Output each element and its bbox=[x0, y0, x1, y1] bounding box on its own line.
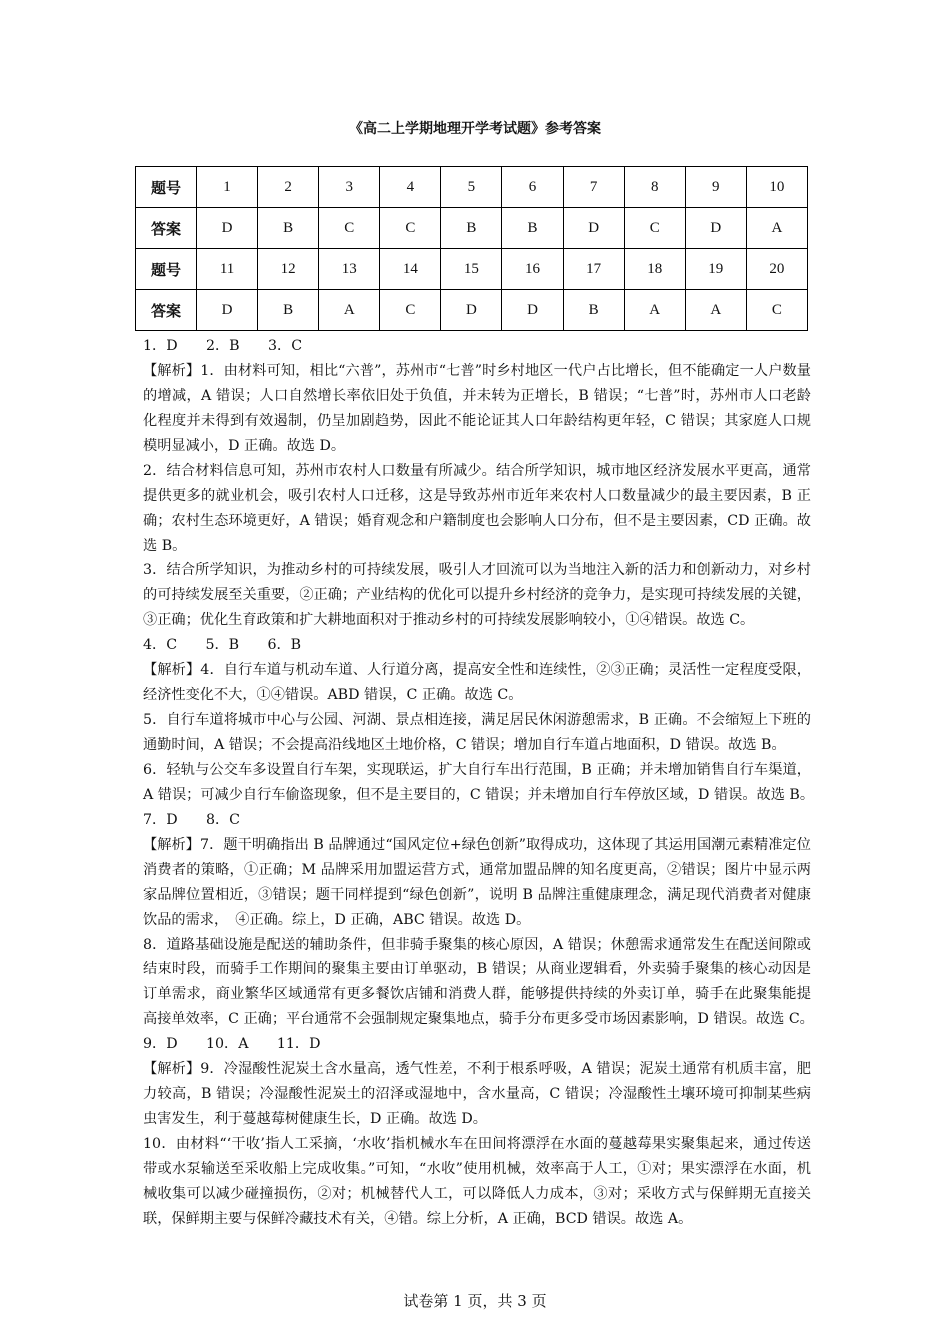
table-cell: D bbox=[502, 290, 563, 331]
row-header: 答案 bbox=[136, 290, 197, 331]
text-line: 确；农村生态环境更好，A 错误；婚育观念和户籍制度也会影响人口分布，但不是主要因素，CD 正确。故 bbox=[143, 512, 811, 529]
text-line: 的可持续发展至关重要，②正确；产业结构的优化可以提升乡村经济的竞争力，是实现可持续发展的关键， bbox=[143, 587, 811, 604]
text-line: 9．D 10．A 11．D bbox=[143, 1036, 321, 1053]
text-line: 饮品的需求， ④正确。综上，D 正确，ABC 错误。故选 D。 bbox=[143, 911, 531, 928]
table-cell: 2 bbox=[258, 167, 319, 208]
text-line: 械收集可以减少碰撞损伤，②对；机械替代人工，可以降低人力成本，③对；采收方式与保鲜期无直接关 bbox=[143, 1185, 811, 1202]
table-cell: A bbox=[746, 208, 807, 249]
table-cell: D bbox=[685, 208, 746, 249]
text-line: ③正确；优化生育政策和扩大耕地面积对于推动乡村的可持续发展影响较小，①④错误。故选 C。 bbox=[143, 612, 755, 629]
text-line: 力较高，B 错误；冷湿酸性泥炭土的沼泽或湿地中，含水量高，C 错误；冷湿酸性土壤环境可抑制某些病 bbox=[143, 1086, 811, 1103]
table-cell: 1 bbox=[197, 167, 258, 208]
text-line: 2．结合材料信息可知，苏州市农村人口数量有所减少。结合所学知识，城市地区经济发展水平更高，通常 bbox=[143, 462, 811, 479]
text-line: 提供更多的就业机会，吸引农村人口迁移，这是导致苏州市近年来农村人口数量减少的最主要因素，B 正 bbox=[143, 487, 811, 504]
table-cell: B bbox=[502, 208, 563, 249]
table-cell: C bbox=[624, 208, 685, 249]
table-cell: 12 bbox=[258, 249, 319, 290]
text-line: 订单需求，商业繁华区域通常有更多餐饮店铺和消费人群，能够提供持续的外卖订单，骑手在此聚集能提 bbox=[143, 986, 811, 1003]
table-cell: 14 bbox=[380, 249, 441, 290]
text-line: 【解析】1．由材料可知，相比“六普”，苏州市“七普”时乡村地区一代户占比增长，但不能确定一人户数量 bbox=[143, 362, 811, 379]
text-line: 7．D 8．C bbox=[143, 811, 241, 828]
table-cell: D bbox=[197, 208, 258, 249]
table-cell: D bbox=[441, 290, 502, 331]
table-cell: 17 bbox=[563, 249, 624, 290]
table-cell: 16 bbox=[502, 249, 563, 290]
text-line: 高接单效率，C 正确；平台通常不会强制规定聚集地点，骑手分布更多受市场因素影响，D 错误。故选 C。 bbox=[143, 1011, 814, 1028]
table-cell: 6 bbox=[502, 167, 563, 208]
table-row bbox=[136, 167, 808, 208]
document-title: 《高二上学期地理开学考试题》参考答案 bbox=[349, 121, 601, 137]
table-cell: 11 bbox=[197, 249, 258, 290]
table-cell: C bbox=[746, 290, 807, 331]
table-cell: 5 bbox=[441, 167, 502, 208]
text-line: 通勤时间，A 错误；不会提高沿线地区土地价格，C 错误；增加自行车道占地面积，D 错误。故选 B。 bbox=[143, 737, 786, 753]
table-row bbox=[136, 208, 808, 249]
table-cell: B bbox=[258, 208, 319, 249]
table-cell: 15 bbox=[441, 249, 502, 290]
text-line: 经济性变化不大，①④错误。ABD 错误，C 正确。故选 C。 bbox=[143, 687, 523, 704]
table-cell: 13 bbox=[319, 249, 380, 290]
text-line: 4．C 5．B 6．B bbox=[143, 637, 302, 654]
table-cell: C bbox=[319, 208, 380, 249]
table-cell: A bbox=[685, 290, 746, 331]
text-line: A 错误；可减少自行车偷盗现象，但不是主要目的，C 错误；并未增加自行车停放区域，D 错误。故选 B。 bbox=[143, 786, 815, 803]
table-cell: D bbox=[197, 290, 258, 331]
table-cell: B bbox=[563, 290, 624, 331]
text-line: 虫害发生，利于蔓越莓树健康生长，D 正确。故选 D。 bbox=[143, 1111, 487, 1128]
table-cell: 19 bbox=[685, 249, 746, 290]
text-line: 家品牌位置相近，③错误；题干同样提到“绿色创新”，说明 B 品牌注重健康理念，满足现代消费者对健康 bbox=[143, 886, 811, 903]
table-cell: B bbox=[258, 290, 319, 331]
table-cell: 9 bbox=[685, 167, 746, 208]
table-row bbox=[136, 290, 808, 331]
text-line: 化程度并未得到有效遏制，仍呈加剧趋势，因此不能论证其人口年龄结构更年轻，C 错误；其家庭人口规 bbox=[143, 412, 811, 429]
table-cell: A bbox=[319, 290, 380, 331]
text-line: 【解析】9．冷湿酸性泥炭土含水量高，透气性差，不利于根系呼吸，A 错误；泥炭土通常有机质丰富，肥 bbox=[143, 1061, 811, 1078]
text-line: 【解析】4．自行车道与机动车道、人行道分离，提高安全性和连续性，②③正确；灵活性一定程度受限， bbox=[143, 662, 811, 679]
text-line: 6．轻轨与公交车多设置自行车架，实现联运，扩大自行车出行范围，B 正确；并未增加销售自行车渠道， bbox=[143, 761, 811, 778]
table-row bbox=[136, 249, 808, 290]
text-line: 模明显减小，D 正确。故选 D。 bbox=[143, 437, 346, 454]
text-line: 的增减，A 错误；人口自然增长率依旧处于负值，并未转为正增长，B 错误；“七普”时，苏州市人口老龄 bbox=[143, 387, 811, 404]
table-cell: 8 bbox=[624, 167, 685, 208]
table-cell: 20 bbox=[746, 249, 807, 290]
row-header: 题号 bbox=[136, 249, 197, 290]
text-line: 【解析】7．题干明确指出 B 品牌通过“国风定位+绿色创新”取得成功，这体现了其运用国潮元素精准定位 bbox=[143, 836, 811, 853]
table-cell: C bbox=[380, 208, 441, 249]
text-line: 联，保鲜期主要与保鲜冷藏技术有关，④错。综上分析，A 正确，BCD 错误。故选 A。 bbox=[143, 1210, 693, 1227]
table-cell: D bbox=[563, 208, 624, 249]
text-line: 10．由材料“‘干收’指人工采摘，‘水收’指机械水车在田间将漂浮在水面的蔓越莓果实聚集起来，通过传送 bbox=[143, 1136, 811, 1152]
table-cell: 3 bbox=[319, 167, 380, 208]
table-cell: A bbox=[624, 290, 685, 331]
text-line: 消费者的策略，①正确；M 品牌采用加盟运营方式，通常加盟品牌的知名度更高，②错误；图片中显示两 bbox=[143, 861, 811, 878]
text-line: 3．结合所学知识，为推动乡村的可持续发展，吸引人才回流可以为当地注入新的活力和创新动力，对乡村 bbox=[143, 562, 811, 579]
table-cell: C bbox=[380, 290, 441, 331]
text-line: 结束时段，而骑手工作期间的聚集主要由订单驱动，B 错误；从商业逻辑看，外卖骑手聚集的核心动因是 bbox=[143, 961, 811, 978]
text-line: 8．道路基础设施是配送的辅助条件，但非骑手聚集的核心原因，A 错误；休憩需求通常发生在配送间隙或 bbox=[143, 936, 811, 953]
answer-table bbox=[135, 166, 808, 331]
page-footer: 试卷第 1 页，共 3 页 bbox=[403, 1292, 547, 1310]
table-cell: 18 bbox=[624, 249, 685, 290]
text-line: 带或水泵输送至采收船上完成收集。”可知，“水收”使用机械，效率高于人工，①对；果实漂浮在水面，机 bbox=[143, 1160, 811, 1177]
table-cell: B bbox=[441, 208, 502, 249]
text-line: 5．自行车道将城市中心与公园、河湖、景点相连接，满足居民休闲游憩需求，B 正确。不会缩短上下班的 bbox=[143, 712, 811, 729]
text-line: 选 B。 bbox=[143, 537, 187, 554]
row-header: 答案 bbox=[136, 208, 197, 249]
explanation-body bbox=[143, 334, 815, 1232]
table-cell: 4 bbox=[380, 167, 441, 208]
row-header: 题号 bbox=[136, 167, 197, 208]
table-cell: 7 bbox=[563, 167, 624, 208]
table-cell: 10 bbox=[746, 167, 807, 208]
text-line: 1．D 2．B 3．C bbox=[143, 338, 303, 354]
